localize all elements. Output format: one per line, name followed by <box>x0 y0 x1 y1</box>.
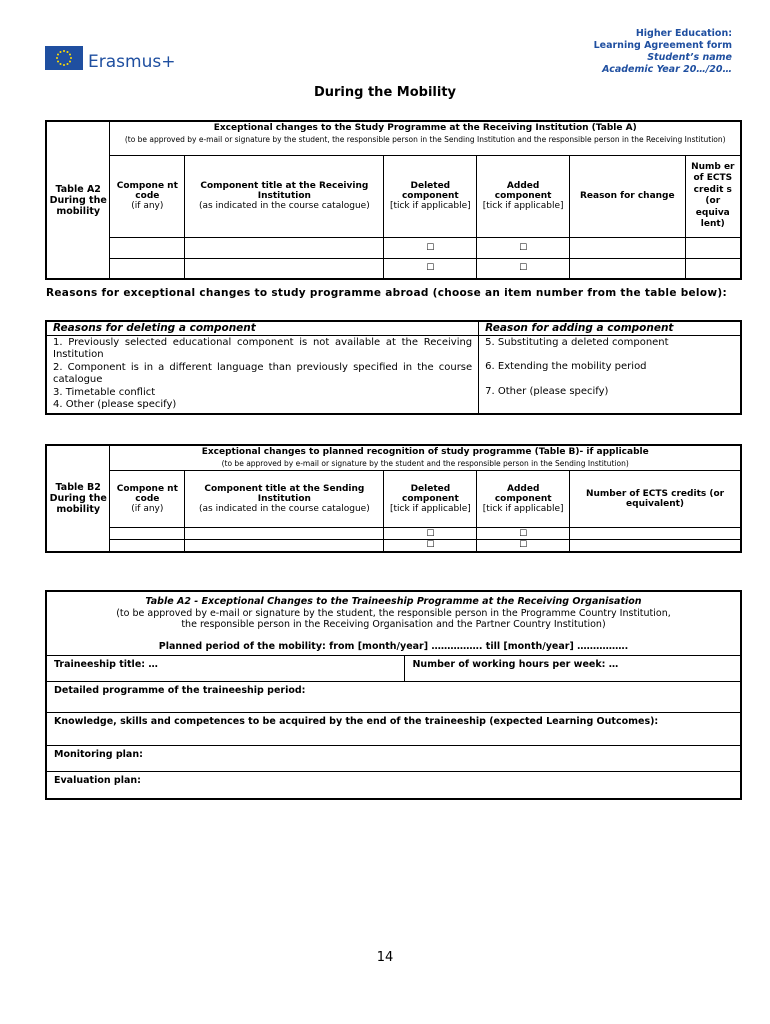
table-b2-code-cell[interactable] <box>110 540 185 552</box>
table-b2-title-cell[interactable] <box>185 540 384 552</box>
table-a2-title-cell[interactable] <box>185 258 384 279</box>
table-b2-code-cell[interactable] <box>110 528 185 540</box>
eu-flag-logo <box>45 46 83 70</box>
table-a2-reason-cell[interactable] <box>570 237 686 258</box>
reason-item: 2. Component is in a different language than previously specified in the course catalogue <box>53 361 473 385</box>
monitoring-plan-field[interactable]: Monitoring plan: <box>46 746 741 772</box>
deleted-checkbox[interactable]: ☐ <box>384 540 477 552</box>
table-b2-header <box>110 445 741 471</box>
col-ects-credits: Number of ECTS credits (or equivalent) <box>570 471 741 528</box>
reasons-add-list <box>479 335 741 414</box>
deleted-checkbox[interactable]: ☐ <box>384 528 477 540</box>
page-number: 14 <box>376 950 394 965</box>
col-deleted-component: Deleted component [tick if applicable] <box>384 471 477 528</box>
deleted-checkbox[interactable]: ☐ <box>384 237 477 258</box>
header-line-2: Learning Agreement form <box>593 40 732 51</box>
table-b2-ects-cell[interactable] <box>570 540 741 552</box>
col-component-title: Component title at the Receiving Institution (as indicated in the course catalogue) <box>185 155 384 237</box>
page-title: During the Mobility <box>313 85 457 100</box>
traineeship-subtitle-2: the responsible person in the Receiving Organisation and the Partner Country Institution) <box>181 619 606 630</box>
table-b2-title: Exceptional changes to planned recognition of study programme (Table B)- if applicable <box>201 447 649 457</box>
traineeship-title: Table A2 - Exceptional Changes to the Traineeship Programme at the Receiving Organisation <box>145 596 642 607</box>
col-reason-for-change: Reason for change <box>570 155 686 237</box>
reasons-delete-list <box>46 335 479 414</box>
document-header <box>594 28 732 76</box>
col-component-title: Component title at the Sending Institution (as indicated in the course catalogue) <box>185 471 384 528</box>
added-checkbox[interactable]: ☐ <box>477 528 570 540</box>
added-checkbox[interactable]: ☐ <box>477 258 570 279</box>
table-a2-header <box>110 121 741 155</box>
header-line-1: Higher Education: <box>635 28 732 39</box>
traineeship-subtitle-1: (to be approved by e-mail or signature by the student, the responsible person in the Programme Country Institution, <box>116 607 671 619</box>
table-a2-title-cell[interactable] <box>185 237 384 258</box>
col-ects-credits: Numb er of ECTS credit s (or equiva lent) <box>685 155 741 237</box>
table-b2-title-cell[interactable] <box>185 528 384 540</box>
table-a2-study-changes <box>45 120 742 280</box>
table-b2-recognition-changes <box>45 444 742 553</box>
header-student-name: Student’s name <box>647 52 732 63</box>
reason-item: 5. Substituting a deleted component <box>485 336 669 348</box>
deleted-checkbox[interactable]: ☐ <box>384 258 477 279</box>
planned-period-field[interactable]: Planned period of the mobility: from [month/year] ……………. till [month/year] ……………. <box>158 640 629 652</box>
col-added-component: Added component [tick if applicable] <box>477 155 570 237</box>
table-b2-subtitle: (to be approved by e-mail or signature by the student and the responsible person in the Sending Institution) <box>221 459 629 468</box>
reason-item: 3. Timetable conflict <box>53 386 156 398</box>
traineeship-title-field[interactable]: Traineeship title: … <box>46 656 405 682</box>
reasons-table <box>45 320 742 415</box>
added-checkbox[interactable]: ☐ <box>477 237 570 258</box>
reason-item: 1. Previously selected educational component is not available at the Receiving Institution <box>53 336 473 360</box>
traineeship-changes-table <box>45 590 742 800</box>
table-b2-row-label: Table B2 During the mobility <box>46 445 110 552</box>
added-checkbox[interactable]: ☐ <box>477 540 570 552</box>
col-component-code: Compone nt code (if any) <box>110 155 185 237</box>
learning-outcomes-field[interactable]: Knowledge, skills and competences to be acquired by the end of the traineeship (expected Learning Outcomes): <box>46 713 741 746</box>
table-a2-reason-cell[interactable] <box>570 258 686 279</box>
table-a2-code-cell[interactable] <box>110 258 185 279</box>
reasons-delete-header: Reasons for deleting a component <box>46 321 479 335</box>
traineeship-header <box>46 591 741 656</box>
erasmus-logo-text: Erasmus+ <box>88 52 176 72</box>
col-added-component: Added component [tick if applicable] <box>477 471 570 528</box>
table-a2-row-label: Table A2 During the mobility <box>46 121 110 279</box>
reason-item: 4. Other (please specify) <box>53 399 177 410</box>
table-b2-ects-cell[interactable] <box>570 528 741 540</box>
working-hours-field[interactable]: Number of working hours per week: … <box>405 656 741 682</box>
detailed-programme-field[interactable]: Detailed programme of the traineeship period: <box>46 682 741 713</box>
table-a2-code-cell[interactable] <box>110 237 185 258</box>
table-a2-ects-cell[interactable] <box>685 258 741 279</box>
table-a2-subtitle: (to be approved by e-mail or signature by the student, the responsible person in the Sending Institution and the responsible person in the Receiving Institution) <box>124 135 726 144</box>
reason-item: 6. Extending the mobility period <box>485 361 647 372</box>
col-component-code: Compone nt code (if any) <box>110 471 185 528</box>
col-deleted-component: Deleted component [tick if applicable] <box>384 155 477 237</box>
header-academic-year: Academic Year 20…/20… <box>602 64 732 75</box>
reasons-heading: Reasons for exceptional changes to study programme abroad (choose an item number from the table below): <box>46 287 727 299</box>
reasons-add-header: Reason for adding a component <box>479 321 741 335</box>
table-a2-title: Exceptional changes to the Study Programme at the Receiving Institution (Table A) <box>213 123 637 133</box>
evaluation-plan-field[interactable]: Evaluation plan: <box>46 772 741 799</box>
reason-item: 7. Other (please specify) <box>485 385 609 397</box>
table-a2-ects-cell[interactable] <box>685 237 741 258</box>
